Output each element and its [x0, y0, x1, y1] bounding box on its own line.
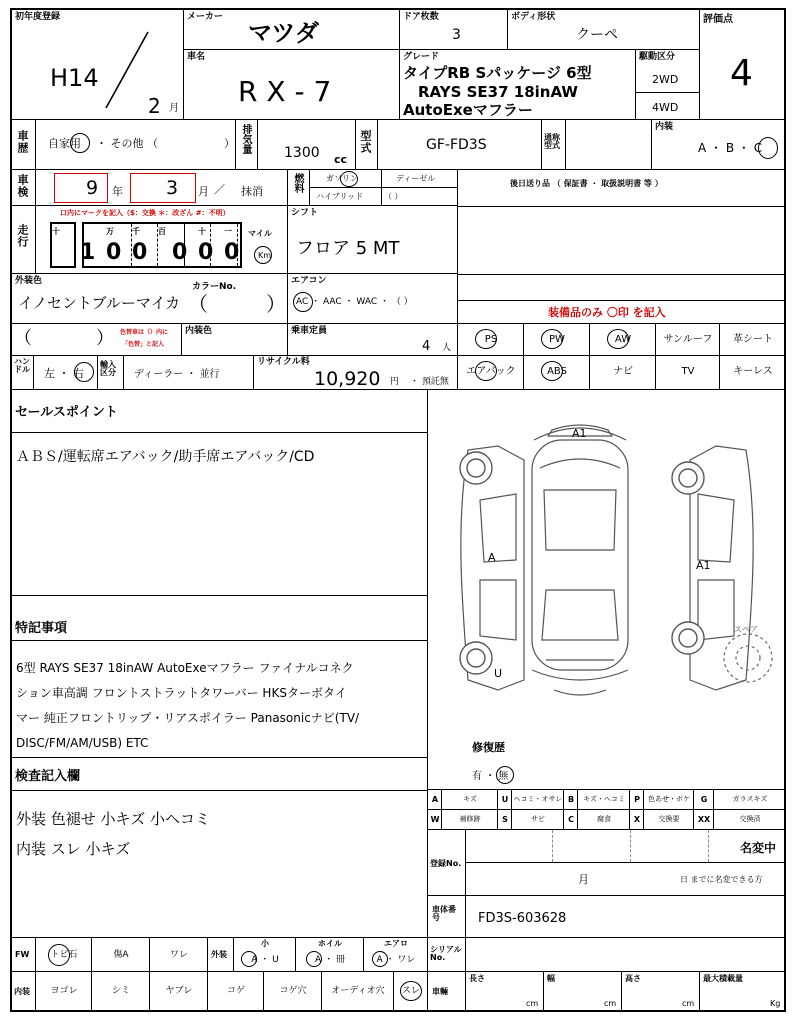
width-unit: cm — [604, 999, 617, 1008]
equip-header: 装備品のみ 〇印 を記入 — [548, 306, 666, 319]
special-line4: DISC/FM/AM/USB) ETC — [16, 736, 149, 750]
drive-4wd: 4WD — [652, 101, 679, 114]
sales-text: ＡＢＳ/運転席エアバック/助手席エアバック/CD — [16, 449, 315, 465]
disp-value: 1300 — [284, 145, 320, 161]
first-reg-month-unit: 月 — [169, 103, 179, 114]
recycle-label: リサイクル料 — [257, 357, 310, 367]
fuel-gas: ガソリン — [326, 174, 358, 183]
fuel-diesel: ディーゼル — [396, 174, 436, 183]
equip-cell — [458, 356, 524, 390]
ext-group-title: ホイル — [318, 939, 342, 948]
ac-options: AC ・ AAC ・ WAC ・ （ ） — [296, 297, 413, 307]
mileage-digit: 0 — [224, 240, 240, 265]
inspection-year-unit: 年 — [112, 185, 123, 198]
first-reg-year: H14 — [50, 64, 99, 92]
legend-value: サビ — [531, 815, 545, 823]
legend-key-cell — [498, 790, 512, 810]
digit-divider — [237, 224, 238, 266]
mileage-digit-unit: 一 — [224, 227, 232, 236]
capacity-label: 乗車定員 — [291, 326, 328, 336]
ext-group-cell — [296, 938, 364, 972]
int-label-cell — [12, 972, 36, 1012]
import-label-cell — [98, 356, 124, 390]
fw-item-cell — [150, 938, 208, 972]
mileage-mile: マイル — [248, 229, 272, 238]
first-reg-month: 2 — [148, 94, 161, 118]
slash-sep: ／ — [214, 183, 225, 196]
equip-cell — [524, 356, 590, 390]
int-color-cell — [182, 324, 288, 356]
legend-value-cell — [644, 810, 694, 830]
selected-circle — [400, 981, 422, 1001]
dealer-cell — [124, 356, 254, 390]
equip-item: TV — [681, 366, 695, 377]
legend-key-cell — [428, 790, 442, 810]
mileage-digit: 0 — [198, 240, 214, 265]
color-no-open: （ — [188, 292, 208, 316]
docs-blank — [458, 206, 786, 274]
int-item-cell — [322, 972, 394, 1012]
width-label: 幅 — [547, 974, 555, 983]
disp-label: 排気量 — [240, 124, 251, 154]
reg-cell — [466, 830, 786, 896]
legend-value-cell — [512, 810, 564, 830]
inspection-year-box — [54, 173, 108, 203]
maker-label: メーカー — [187, 12, 223, 22]
inspection-year: 9 — [86, 177, 99, 199]
serial-label-cell — [428, 938, 466, 972]
int-item-cell — [264, 972, 322, 1012]
handle-cell — [34, 356, 98, 390]
digit-divider — [157, 224, 158, 266]
ext-group-title: 小 — [261, 939, 269, 948]
selected-circle — [607, 329, 629, 349]
docs-text: 後日送り品 （ 保証書 ・ 取扱説明書 等 ） — [510, 179, 663, 188]
vin-label-cell — [428, 896, 466, 938]
shift-label: シフト — [291, 208, 319, 218]
int-note2: 「色替」と記入 — [122, 341, 165, 348]
damage-mark-top: A1 — [572, 427, 587, 440]
legend-value: キズ・ヘコミ — [583, 795, 625, 803]
common-label: 通称型式 — [544, 133, 560, 150]
doors-value: 3 — [452, 27, 461, 43]
load-label: 最大積載量 — [703, 974, 743, 983]
mileage-digit: 0 — [106, 240, 122, 265]
selected-circle — [48, 944, 70, 966]
equip-cell — [656, 356, 720, 390]
mileage-note: 口内にマークを記入（$：交換 ＊：改ざん #：不明） — [60, 209, 230, 217]
diagram-cell — [428, 390, 786, 790]
import-label: 輸入区分 — [100, 360, 116, 377]
fuel-other: （ ） — [384, 192, 403, 201]
length-label: 長さ — [469, 974, 485, 983]
equip-cell — [720, 356, 786, 390]
fuel-gas-cell — [310, 170, 382, 188]
inspect-label: 検査記入欄 — [15, 769, 81, 784]
inspection-label-cell — [12, 170, 36, 206]
fw-item-cell — [92, 938, 150, 972]
fuel-label-cell — [288, 170, 310, 206]
recycle-note: ・ 預託無 — [410, 377, 449, 387]
legend-key-cell — [428, 810, 442, 830]
mileage-label-cell — [12, 206, 36, 274]
model-label: 型式 — [359, 130, 372, 154]
equip-item: PS — [484, 334, 498, 345]
reg-label: 登録No. — [430, 859, 462, 868]
height-label: 高さ — [625, 974, 641, 983]
size-label-cell — [428, 972, 466, 1012]
docs-cell — [458, 170, 786, 206]
selected-circle — [340, 171, 358, 187]
fw-item: ワレ — [169, 950, 188, 960]
serial-label: シリアルNo. — [430, 945, 462, 962]
history-close: ） — [224, 137, 235, 150]
selected-circle — [541, 329, 563, 349]
int-item: コゲ穴 — [279, 986, 307, 996]
score-cell — [700, 10, 786, 120]
equip-cell — [590, 356, 656, 390]
equip-item: AW — [614, 334, 632, 345]
interior-grades: A ・ B ・ C — [698, 141, 763, 155]
legend-key: W — [430, 815, 440, 824]
equip-item: 革シート — [733, 334, 773, 345]
selected-circle — [254, 246, 272, 264]
equip-cell — [524, 324, 590, 356]
reg-day-note: 日 までに名変できる方 — [680, 875, 763, 884]
capacity-value: 4 — [422, 339, 431, 354]
ext-label: 外装 — [211, 950, 227, 959]
width-cell — [544, 972, 622, 1012]
legend-value: 腐食 — [597, 815, 611, 823]
body-label: ボディ形状 — [511, 12, 556, 22]
legend-value: 交換要 — [658, 815, 680, 823]
auction-sheet — [10, 8, 786, 1012]
legend-value-cell — [512, 790, 564, 810]
model-cell — [378, 120, 542, 170]
reg-month: 月 — [578, 873, 589, 886]
legend-value-cell — [578, 790, 630, 810]
grade-cell — [400, 50, 636, 120]
int-note1: 色替車は（）内に — [120, 329, 169, 336]
model-label-cell — [356, 120, 378, 170]
inspection-month-box — [130, 173, 196, 203]
inspection-month: 3 — [166, 177, 179, 199]
equip-cell — [656, 324, 720, 356]
mileage-digit: 0 — [132, 240, 148, 265]
digit-divider — [131, 224, 132, 266]
drive-cell — [636, 50, 700, 120]
int-color-label: 内装色 — [185, 326, 213, 336]
selected-circle — [372, 951, 388, 967]
legend-key-cell — [564, 810, 578, 830]
fw-label-cell — [12, 938, 36, 972]
shift-value: フロア 5 MT — [296, 238, 400, 259]
mileage-digit-unit: 千 — [132, 227, 140, 236]
score-label: 評価点 — [703, 14, 733, 25]
legend-value: キズ — [463, 795, 477, 803]
legend-key: G — [700, 795, 708, 804]
ext-group-items: A ・ U — [251, 955, 279, 965]
length-unit: cm — [526, 999, 539, 1008]
ext-color-label: 外装色 — [15, 276, 43, 286]
legend-key: XX — [697, 815, 711, 824]
inspection-label: 車検 — [16, 174, 29, 198]
ext-group-items: A ・ ワレ — [376, 955, 416, 965]
repair-label: 修復歴 — [472, 741, 505, 754]
int-item: ヤブレ — [165, 986, 193, 996]
repair-value: 有 ・ 無 — [472, 771, 509, 782]
sales-label: セールスポイント — [15, 405, 118, 420]
slash-mark — [102, 30, 152, 110]
mileage-cell — [36, 206, 288, 274]
selected-circle — [541, 361, 563, 381]
equip-header-cell — [458, 300, 786, 324]
disp-unit: cc — [334, 153, 348, 166]
inspection-cancel: 抹消 — [241, 185, 263, 198]
fw-item: トビ石 — [50, 950, 78, 960]
special-cell — [12, 596, 428, 758]
equip-item: PW — [549, 334, 565, 345]
fuel-label: 燃料 — [292, 173, 303, 193]
history-label-cell — [12, 120, 36, 170]
model-value: GF-FD3S — [426, 137, 487, 153]
fw-item: 傷A — [113, 950, 129, 960]
int-open: （ — [14, 328, 32, 349]
selected-circle — [475, 361, 497, 381]
int-note-cell — [12, 324, 182, 356]
legend-value-cell — [714, 810, 786, 830]
legend-value: 補修跡 — [459, 815, 481, 823]
size-label: 車輛 — [432, 987, 448, 996]
selected-circle — [758, 137, 778, 159]
int-item-cell — [394, 972, 428, 1012]
history-cell — [36, 120, 236, 170]
equip-cell — [458, 324, 524, 356]
recycle-value: 10,920 — [314, 368, 381, 390]
common-label-cell — [542, 120, 566, 170]
length-cell — [466, 972, 544, 1012]
int-item-cell — [150, 972, 208, 1012]
damage-mark-bottom: U — [494, 667, 503, 680]
handle-label: ハンドル — [14, 357, 30, 374]
car-name-value: R X - 7 — [238, 75, 332, 108]
ext-group-title: エアロ — [384, 939, 408, 948]
int-label: 内装 — [14, 987, 30, 996]
digit-divider — [184, 224, 185, 266]
special-label: 特記事項 — [15, 621, 68, 636]
disp-cell — [258, 120, 356, 170]
grade-line1: タイプRB Sパッケージ 6型 — [403, 64, 592, 82]
drive-2wd: 2WD — [652, 73, 679, 86]
doors-label: ドア枚数 — [403, 12, 439, 22]
shift-cell — [288, 206, 458, 274]
mileage-digit-unit: 万 — [106, 227, 114, 236]
int-item: シミ — [111, 986, 130, 996]
int-item: ヨゴレ — [50, 986, 78, 996]
inspect-line1: 外装 色褪せ 小キズ 小ヘコミ — [16, 810, 211, 828]
selected-circle — [475, 329, 497, 349]
selected-circle — [70, 133, 90, 153]
ext-label-cell — [208, 938, 234, 972]
legend-key: C — [568, 815, 574, 824]
int-item-cell — [208, 972, 264, 1012]
drive-label: 駆動区分 — [639, 52, 676, 62]
inspect-line2: 内装 スレ 小キズ — [16, 840, 131, 858]
fuel-other-cell — [382, 188, 458, 206]
spare-label: スペア — [734, 625, 758, 634]
legend-value-cell — [644, 790, 694, 810]
history-private: 自家用 — [48, 137, 81, 150]
mileage-km: Km — [258, 251, 272, 260]
mileage-label: 走行 — [16, 224, 29, 248]
equip-item: キーレス — [733, 366, 773, 377]
int-close: ） — [96, 328, 114, 349]
equip-cell — [720, 324, 786, 356]
color-no-label: カラーNo. — [192, 282, 237, 292]
special-line1: 6型 RAYS SE37 18inAW AutoExeマフラー ファイナルコネク — [16, 661, 354, 675]
history-other: ・ その他 （ — [96, 137, 158, 150]
fuel-hybrid-cell — [310, 188, 382, 206]
load-unit: Kg — [770, 999, 781, 1008]
legend-key-cell — [694, 810, 714, 830]
int-item-cell — [92, 972, 150, 1012]
maker-cell — [184, 10, 400, 50]
legend-value: 交換済 — [739, 815, 761, 823]
legend-key: P — [634, 795, 640, 804]
inspection-cell — [36, 170, 288, 206]
height-unit: cm — [682, 999, 695, 1008]
vin-label: 車体番号 — [432, 905, 456, 922]
inspection-month-unit: 月 — [198, 185, 209, 198]
grade-line2: RAYS SE37 18inAW — [418, 83, 578, 101]
reg-label-cell — [428, 830, 466, 896]
common-cell — [566, 120, 652, 170]
legend-value-cell — [442, 810, 498, 830]
car-name-cell — [184, 50, 400, 120]
legend-value-cell — [714, 790, 786, 810]
grade-line3: AutoExeマフラー — [403, 101, 533, 119]
fuel-hybrid: ハイブリッド — [316, 192, 364, 201]
inspect-cell — [12, 758, 428, 938]
capacity-unit: 人 — [442, 343, 452, 353]
legend-key-cell — [564, 790, 578, 810]
legend-key-cell — [630, 790, 644, 810]
ext-color-value: イノセントブルーマイカ — [18, 294, 181, 312]
recycle-cell — [254, 356, 458, 390]
int-item: スレ — [401, 986, 420, 996]
ext-group-items: A ・ 冊 — [315, 955, 345, 965]
legend-key: S — [502, 815, 508, 824]
equip-item: エアバック — [466, 366, 516, 377]
damage-mark-left: A — [488, 551, 496, 564]
body-cell — [508, 10, 700, 50]
selected-circle — [74, 362, 94, 382]
equip-item: ナビ — [613, 366, 633, 377]
body-value: クーペ — [576, 27, 618, 43]
legend-key: X — [633, 815, 641, 824]
ac-cell — [288, 274, 458, 324]
special-line2: ション車高調 フロントストラットタワーバー HKSターボタイ — [16, 686, 347, 700]
special-line3: マー 純正フロントリップ・リアスポイラー Panasonicナビ(TV/ — [16, 711, 360, 725]
history-label: 車歴 — [16, 130, 29, 154]
fw-item-cell — [36, 938, 92, 972]
equip-cell — [590, 324, 656, 356]
int-item: オーディオ穴 — [331, 986, 385, 996]
mileage-digit-unit: 百 — [158, 227, 166, 236]
mileage-digit-unit: 十 — [198, 227, 206, 236]
maker-value: マツダ — [248, 19, 320, 47]
reg-name-change: 名変中 — [740, 841, 777, 855]
digit-divider — [210, 224, 211, 266]
doors-cell — [400, 10, 508, 50]
selected-circle — [241, 951, 257, 967]
serial-cell — [466, 938, 786, 972]
int-item-cell — [36, 972, 92, 1012]
fw-label: FW — [15, 950, 30, 959]
car-name-label: 車名 — [187, 52, 206, 62]
legend-value: 色あせ・ボケ — [648, 795, 690, 803]
capacity-cell — [288, 324, 458, 356]
score-value: 4 — [730, 53, 753, 94]
vin-value: FD3S-603628 — [478, 911, 567, 926]
handle-value: 左 ・ 右 — [44, 367, 84, 380]
color-no-close: ） — [266, 292, 286, 316]
ext-group-cell — [234, 938, 296, 972]
legend-value: ガラスキズ — [732, 795, 768, 803]
first-reg-label: 初年度登録 — [15, 12, 61, 22]
equip-item: ABS — [547, 366, 567, 377]
dealer-value: ディーラー ・ 並行 — [134, 369, 220, 380]
selected-circle — [496, 766, 514, 784]
mileage-digit: 0 — [172, 240, 188, 265]
legend-key: A — [431, 795, 439, 804]
load-cell — [700, 972, 786, 1012]
car-diagram — [428, 390, 786, 790]
legend-key-cell — [694, 790, 714, 810]
interior-grade-cell — [652, 120, 786, 170]
mileage-digit: 1 — [80, 240, 96, 265]
legend-key: U — [501, 795, 509, 804]
fuel-diesel-cell — [382, 170, 458, 188]
legend-value-cell — [442, 790, 498, 810]
grade-label: グレード — [403, 52, 440, 62]
disp-label-cell — [236, 120, 258, 170]
mileage-digit-unit: 十 — [52, 227, 60, 236]
recycle-unit: 円 — [390, 377, 400, 387]
ac-label: エアコン — [291, 276, 327, 286]
damage-mark-right: A1 — [696, 559, 711, 572]
legend-key-cell — [630, 810, 644, 830]
legend-value-cell — [578, 810, 630, 830]
legend-value: ヘコミ・オサレ — [513, 795, 563, 803]
ext-color-cell — [12, 274, 288, 324]
sales-cell — [12, 390, 428, 596]
int-item: コゲ — [226, 986, 245, 996]
first-registration-cell — [12, 10, 184, 120]
selected-circle — [293, 292, 313, 312]
handle-label-cell — [12, 356, 34, 390]
interior-label: 内装 — [655, 122, 674, 132]
height-cell — [622, 972, 700, 1012]
ext-group-cell — [364, 938, 428, 972]
equip-item: サンルーフ — [663, 334, 713, 345]
legend-key: B — [567, 795, 575, 804]
vin-cell — [466, 896, 786, 938]
legend-key-cell — [498, 810, 512, 830]
selected-circle — [306, 951, 322, 967]
